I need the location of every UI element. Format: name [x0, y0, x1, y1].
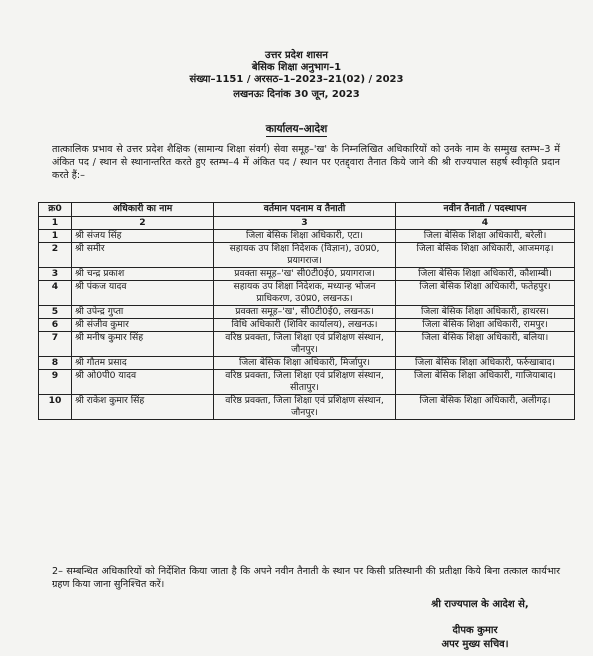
column-number-row — [39, 217, 575, 230]
cell-new: जिला बेसिक शिक्षा अधिकारी, फर्रुखाबाद। — [396, 357, 575, 370]
cell-name: श्री मनीष कुमार सिंह — [72, 332, 214, 357]
col-number: 4 — [396, 217, 575, 230]
signatory-designation: अपर मुख्य सचिव। — [441, 639, 509, 650]
cell-name: श्री राकेश कुमार सिंह — [72, 395, 214, 420]
cell-current: सहायक उप शिक्षा निदेशक (विज्ञान), उ0प्र0, प्रयागराज। — [214, 243, 396, 268]
table-row — [39, 395, 575, 420]
cell-sn: 6 — [39, 319, 72, 332]
cell-sn: 2 — [39, 243, 72, 268]
cell-new: जिला बेसिक शिक्षा अधिकारी, गाजियाबाद। — [396, 370, 575, 395]
cell-sn: 5 — [39, 306, 72, 319]
table-row — [39, 357, 575, 370]
table-row — [39, 281, 575, 306]
table-row — [39, 332, 575, 357]
cell-current: जिला बेसिक शिक्षा अधिकारी, एटा। — [214, 230, 396, 243]
cell-sn: 7 — [39, 332, 72, 357]
cell-new: जिला बेसिक शिक्षा अधिकारी, हाथरस। — [396, 306, 575, 319]
col-header-name: अधिकारी का नाम — [72, 203, 214, 217]
cell-new: जिला बेसिक शिक्षा अधिकारी, रामपुर। — [396, 319, 575, 332]
cell-name: श्री पंकज यादव — [72, 281, 214, 306]
cell-new: जिला बेसिक शिक्षा अधिकारी, आजमगढ़। — [396, 243, 575, 268]
cell-name: श्री उपेन्द्र गुप्ता — [72, 306, 214, 319]
col-header-new: नवीन तैनाती / पदस्थापन — [396, 203, 575, 217]
office-order-title-text: कार्यालय–आदेश — [265, 123, 328, 135]
cell-name: श्री संजय सिंह — [72, 230, 214, 243]
cell-new: जिला बेसिक शिक्षा अधिकारी, कौशाम्बी। — [396, 268, 575, 281]
cell-sn: 3 — [39, 268, 72, 281]
cell-current: वरिष्ठ प्रवक्ता, जिला शिक्षा एवं प्रशिक्षण संस्थान, जौनपुर। — [214, 395, 396, 420]
cell-current: सहायक उप शिक्षा निदेशक, मध्यान्ह भोजन प्राधिकरण, उ0प्र0, लखनऊ। — [214, 281, 396, 306]
table-header-row — [39, 203, 575, 217]
table-row — [39, 230, 575, 243]
table-row — [39, 243, 575, 268]
office-order-title — [0, 122, 593, 136]
govt-heading: उत्तर प्रदेश शासन — [265, 50, 328, 61]
cell-current: प्रवक्ता समूह–'ख' सी0टी0ई0, प्रयागराज। — [214, 268, 396, 281]
cell-sn: 1 — [39, 230, 72, 243]
table-row — [39, 319, 575, 332]
table-row — [39, 370, 575, 395]
compliance-paragraph: 2– सम्बन्धित अधिकारियों को निर्देशित किया जाता है कि अपने नवीन तैनाती के स्थान पर किसी प्रतिस्थानी की प्रतीक्षा किये बिना तत्काल कार्यभार ग्रहण किया जाना सुनिश्चित करें। — [52, 566, 560, 590]
signatory-name: दीपक कुमार — [452, 625, 498, 636]
cell-name: श्री संजीव कुमार — [72, 319, 214, 332]
cell-sn: 8 — [39, 357, 72, 370]
section-heading: बेसिक शिक्षा अनुभाग–1 — [251, 62, 342, 73]
cell-current: वरिष्ठ प्रवक्ता, जिला शिक्षा एवं प्रशिक्षण संस्थान, सीतापुर। — [214, 370, 396, 395]
cell-current: वरिष्ठ प्रवक्ता, जिला शिक्षा एवं प्रशिक्षण संस्थान, जौनपुर। — [214, 332, 396, 357]
reference-number: संख्या–1151 / अरसठ–1–2023–21(02) / 2023 — [189, 74, 404, 85]
cell-new: जिला बेसिक शिक्षा अधिकारी, अलीगढ़। — [396, 395, 575, 420]
by-order-line: श्री राज्यपाल के आदेश से, — [431, 599, 529, 610]
col-header-current: वर्तमान पदनाम व तैनाती — [214, 203, 396, 217]
table-row — [39, 268, 575, 281]
cell-current: जिला बेसिक शिक्षा अधिकारी, मिर्जापुर। — [214, 357, 396, 370]
intro-paragraph: तात्कालिक प्रभाव से उत्तर प्रदेश शैक्षिक (सामान्य शिक्षा संवर्ग) सेवा समूह–'ख' के निम्नलिखित अधिकारियों को उनके नाम के सम्मुख स्तम्भ–3 में अंकित पद / स्थान से स्थानान्तरित करते हुए स्तम्भ–4 में अंकित पद / स्थान पर एतद्द्वारा तैनात किये जाने की श्री राज्यपाल सहर्ष स्वीकृति प्रदान करते हैं:– — [52, 144, 560, 181]
col-header-sn: क्र0 — [39, 203, 72, 217]
col-number: 3 — [214, 217, 396, 230]
transfer-table — [38, 202, 575, 420]
cell-sn: 4 — [39, 281, 72, 306]
cell-new: जिला बेसिक शिक्षा अधिकारी, फतेहपुर। — [396, 281, 575, 306]
cell-name: श्री गौतम प्रसाद — [72, 357, 214, 370]
cell-new: जिला बेसिक शिक्षा अधिकारी, बलिया। — [396, 332, 575, 357]
cell-current: विधि अधिकारी (शिविर कार्यालय), लखनऊ। — [214, 319, 396, 332]
cell-name: श्री समीर — [72, 243, 214, 268]
col-number: 1 — [39, 217, 72, 230]
place-date: लखनऊः दिनांक 30 जून, 2023 — [233, 89, 360, 100]
cell-sn: 9 — [39, 370, 72, 395]
cell-sn: 10 — [39, 395, 72, 420]
cell-name: श्री ओ0पी0 यादव — [72, 370, 214, 395]
cell-name: श्री चन्द्र प्रकाश — [72, 268, 214, 281]
cell-new: जिला बेसिक शिक्षा अधिकारी, बरेली। — [396, 230, 575, 243]
cell-current: प्रवक्ता समूह–'ख', सी0टी0ई0, लखनऊ। — [214, 306, 396, 319]
col-number: 2 — [72, 217, 214, 230]
table-row — [39, 306, 575, 319]
